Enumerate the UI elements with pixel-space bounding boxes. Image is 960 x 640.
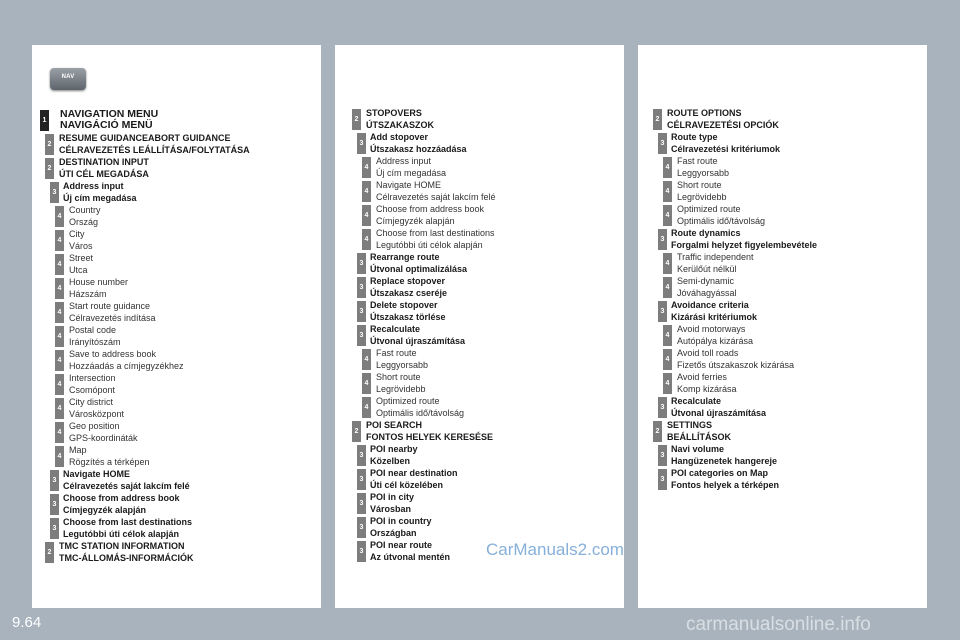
level-badge: 3 [357,301,366,322]
menu-item [40,181,315,205]
menu-item [648,396,921,420]
menu-item-en: TMC STATION INFORMATION [59,541,185,551]
menu-item-hu: Útvonal újraszámítása [671,407,767,418]
menu-item [40,301,315,325]
level-badge: 3 [357,133,366,154]
menu-item [347,372,618,396]
menu-item-hu: Város [69,240,93,251]
level-badge: 2 [45,542,54,563]
menu-item-hu: ÚTSZAKASZOK [366,119,434,130]
menu-item-en: POI near route [370,540,433,550]
menu-item-hu: Célravezetés saját lakcím felé [376,191,496,202]
menu-item [648,300,921,324]
menu-item-en: POI near destination [370,468,458,478]
level-badge: 4 [55,326,64,347]
menu-item-en: Short route [376,372,421,382]
page-number: 9.64 [12,614,42,631]
menu-item [40,469,315,493]
menu-item-hu: BEÁLLÍTÁSOK [667,431,731,442]
level-badge: 2 [653,421,662,442]
menu-item [347,492,618,516]
menu-item-en: Choose from last destinations [63,517,193,527]
menu-item-hu: Komp kizárása [677,383,737,394]
menu-item-hu: CÉLRAVEZETÉSI OPCIÓK [667,119,779,130]
menu-item-hu: Hangüzenetek hangereje [671,455,778,466]
level-badge: 3 [658,445,667,466]
menu-item-en: Intersection [69,373,116,383]
menu-item-en: POI SEARCH [366,420,423,430]
menu-item [347,516,618,540]
menu-item-hu: Új cím megadása [376,167,447,178]
menu-item-en: Route type [671,132,718,142]
menu-item [40,517,315,541]
level-badge: 4 [55,350,64,371]
menu-item-en: POI in country [370,516,432,526]
menu-item-en: Save to address book [69,349,157,359]
menu-item-en: Recalculate [671,396,722,406]
level-badge: 4 [663,373,672,394]
menu-list-3 [648,108,921,492]
menu-item [40,157,315,181]
menu-item-en: Optimized route [677,204,741,214]
menu-item [347,348,618,372]
menu-item-en: Choose from address book [376,204,485,214]
level-badge: 4 [663,181,672,202]
menu-list-1 [40,109,315,565]
menu-item [347,180,618,204]
menu-item [40,445,315,469]
menu-item-en: Choose from last destinations [376,228,495,238]
menu-item-hu: Közelben [370,455,411,466]
menu-item [40,421,315,445]
menu-item [40,133,315,157]
menu-item-hu: Legrövidebb [677,191,727,202]
level-badge: 4 [362,229,371,250]
level-badge: 4 [362,181,371,202]
menu-item-hu: Városközpont [69,408,125,419]
menu-item [648,444,921,468]
level-badge: 4 [663,205,672,226]
menu-item-hu: Rögzítés a térképen [69,456,150,467]
menu-item-hu: Új cím megadása [63,192,137,203]
menu-item [347,156,618,180]
watermark-bottom: carmanualsonline.info [686,614,871,635]
menu-item-hu: Házszám [69,288,107,299]
menu-item-hu: Legutóbbi úti célok alapján [376,239,483,250]
menu-item-hu: Célravezetés saját lakcím felé [63,480,190,491]
level-badge: 3 [658,469,667,490]
menu-item-hu: Fizetős útszakaszok kizárása [677,359,795,370]
menu-item-en: Choose from address book [63,493,180,503]
menu-item-en: Address input [376,156,432,166]
menu-item-hu: Útszakasz törlése [370,311,446,322]
menu-item-hu: Célravezetési kritériumok [671,143,781,154]
watermark-center: CarManuals2.com [486,540,624,559]
menu-item-en: Route dynamics [671,228,741,238]
menu-item [40,253,315,277]
level-badge: 4 [663,325,672,346]
level-badge: 3 [658,301,667,322]
menu-item [648,132,921,156]
menu-item-hu: TMC-ÁLLOMÁS-INFORMÁCIÓK [59,552,194,563]
menu-item-en: Short route [677,180,722,190]
menu-item-en: Delete stopover [370,300,438,310]
menu-item-hu: Jóváhagyással [677,287,737,298]
menu-item-hu: FONTOS HELYEK KERESÉSE [366,431,494,442]
menu-item [347,420,618,444]
menu-item-hu: Címjegyzék alapján [376,215,455,226]
level-badge: 4 [663,349,672,370]
level-badge: 3 [50,518,59,539]
menu-item-hu: Kizárási kritériumok [671,311,758,322]
menu-column-2 [335,45,624,608]
level-badge: 4 [362,349,371,370]
level-badge: 3 [357,277,366,298]
menu-item-hu: Útvonal optimalizálása [370,263,468,274]
nav-button-label: NAV [61,74,75,80]
menu-item-en: City [69,229,85,239]
menu-item-en: Avoid motorways [677,324,746,334]
menu-column-3 [638,45,927,608]
menu-item-hu: Városban [370,503,412,514]
menu-item-hu: GPS-koordináták [69,432,138,443]
menu-item-hu: Utca [69,264,88,275]
menu-item-en: POI categories on Map [671,468,769,478]
menu-item [648,108,921,132]
menu-item-en: Fast route [376,348,417,358]
menu-item-en: Navigate HOME [63,469,131,479]
menu-item [40,109,315,133]
menu-item-en: NAVIGATION MENU [60,108,159,120]
menu-item-hu: Útvonal újraszámítása [370,335,466,346]
menu-item-en: Optimized route [376,396,440,406]
menu-list-2 [347,108,618,564]
menu-item-en: Map [69,445,87,455]
menu-item-hu: Autópálya kizárása [677,335,754,346]
menu-item [648,156,921,180]
menu-item-hu: Útszakasz hozzáadása [370,143,467,154]
menu-item [648,420,921,444]
level-badge: 3 [357,469,366,490]
level-badge: 4 [55,278,64,299]
menu-item-hu: Útszakasz cseréje [370,287,448,298]
level-badge: 4 [362,205,371,226]
level-badge: 2 [45,158,54,179]
level-badge: 4 [55,446,64,467]
level-badge: 3 [50,182,59,203]
level-badge: 4 [55,254,64,275]
menu-item-en: Geo position [69,421,120,431]
menu-item-hu: Optimális idő/távolság [376,407,465,418]
menu-column-1 [32,45,321,608]
level-badge: 3 [50,494,59,515]
menu-item-hu: Úti cél közelében [370,479,444,490]
menu-item-hu: NAVIGÁCIÓ MENÜ [60,119,153,131]
menu-item-en: Avoid toll roads [677,348,739,358]
level-badge: 1 [40,110,49,131]
menu-item [40,277,315,301]
menu-item-en: Rearrange route [370,252,440,262]
menu-item [347,276,618,300]
menu-item-en: Start route guidance [69,301,151,311]
nav-button-icon[interactable] [50,68,86,90]
menu-item-hu: Optimális idő/távolság [677,215,766,226]
menu-item-en: ROUTE OPTIONS [667,108,742,118]
menu-item [347,324,618,348]
menu-item-en: Avoidance criteria [671,300,749,310]
level-badge: 3 [357,325,366,346]
level-badge: 4 [663,157,672,178]
menu-item [648,324,921,348]
level-badge: 4 [362,373,371,394]
menu-item [347,444,618,468]
menu-item-en: Postal code [69,325,117,335]
menu-item [40,397,315,421]
level-badge: 2 [352,421,361,442]
menu-item-en: House number [69,277,129,287]
level-badge: 3 [357,493,366,514]
menu-item-en: POI in city [370,492,415,502]
menu-item [648,180,921,204]
menu-item-en: Street [69,253,94,263]
menu-item-hu: Legutóbbi úti célok alapján [63,528,180,539]
menu-item-en: Avoid ferries [677,372,727,382]
level-badge: 4 [663,253,672,274]
menu-item [40,373,315,397]
menu-item [648,228,921,252]
menu-item [648,372,921,396]
menu-item [347,468,618,492]
menu-item-hu: Csomópont [69,384,116,395]
level-badge: 3 [658,133,667,154]
menu-item-en: SETTINGS [667,420,713,430]
menu-item [40,493,315,517]
menu-item-hu: Leggyorsabb [376,359,429,370]
menu-item-hu: Fontos helyek a térképen [671,479,780,490]
menu-item [347,132,618,156]
menu-item-en: Navigate HOME [376,180,442,190]
menu-item [347,252,618,276]
menu-item-hu: Az útvonal mentén [370,551,451,562]
level-badge: 4 [55,422,64,443]
level-badge: 3 [357,445,366,466]
level-badge: 4 [362,157,371,178]
menu-item [347,108,618,132]
level-badge: 3 [658,229,667,250]
menu-item-en: Traffic independent [677,252,754,262]
menu-item-hu: Irányítószám [69,336,121,347]
level-badge: 3 [50,470,59,491]
level-badge: 2 [653,109,662,130]
menu-item-hu: CÉLRAVEZETÉS LEÁLLÍTÁSA/FOLYTATÁSA [59,144,250,155]
menu-item-en: STOPOVERS [366,108,422,118]
level-badge: 4 [55,302,64,323]
menu-item-en: City district [69,397,114,407]
menu-item-hu: Országban [370,527,417,538]
menu-item [648,204,921,228]
menu-item-en: Fast route [677,156,718,166]
menu-item [648,252,921,276]
level-badge: 4 [362,397,371,418]
menu-item [648,468,921,492]
menu-item-hu: Címjegyzék alapján [63,504,147,515]
level-badge: 3 [357,517,366,538]
level-badge: 2 [45,134,54,155]
menu-item-en: Replace stopover [370,276,446,286]
level-badge: 4 [663,277,672,298]
menu-item [648,276,921,300]
menu-item-hu: Ország [69,216,99,227]
menu-item [347,300,618,324]
level-badge: 2 [352,109,361,130]
menu-item-hu: Kerülőút nélkül [677,263,737,274]
menu-item-en: Add stopover [370,132,429,142]
menu-item-hu: ÚTI CÉL MEGADÁSA [59,168,149,179]
menu-item-en: Address input [63,181,124,191]
menu-item-en: RESUME GUIDANCEABORT GUIDANCE [59,133,231,143]
menu-item [347,204,618,228]
menu-item [40,205,315,229]
menu-item [40,541,315,565]
menu-item-en: POI nearby [370,444,418,454]
level-badge: 4 [55,230,64,251]
menu-item-en: Semi-dynamic [677,276,735,286]
menu-item-hu: Leggyorsabb [677,167,730,178]
menu-item [648,348,921,372]
menu-item-hu: Célravezetés indítása [69,312,156,323]
menu-item-en: Country [69,205,101,215]
menu-item-en: Navi volume [671,444,725,454]
menu-item-hu: Hozzáadás a címjegyzékhez [69,360,184,371]
menu-item [40,229,315,253]
menu-item-hu: Forgalmi helyzet figyelembevétele [671,239,818,250]
menu-item [347,396,618,420]
level-badge: 3 [357,541,366,562]
menu-item-hu: Legrövidebb [376,383,426,394]
menu-item-en: DESTINATION INPUT [59,157,149,167]
menu-item-en: Recalculate [370,324,421,334]
level-badge: 4 [55,374,64,395]
level-badge: 3 [658,397,667,418]
level-badge: 4 [55,206,64,227]
menu-item [347,228,618,252]
menu-item [40,349,315,373]
level-badge: 3 [357,253,366,274]
menu-item [40,325,315,349]
level-badge: 4 [55,398,64,419]
